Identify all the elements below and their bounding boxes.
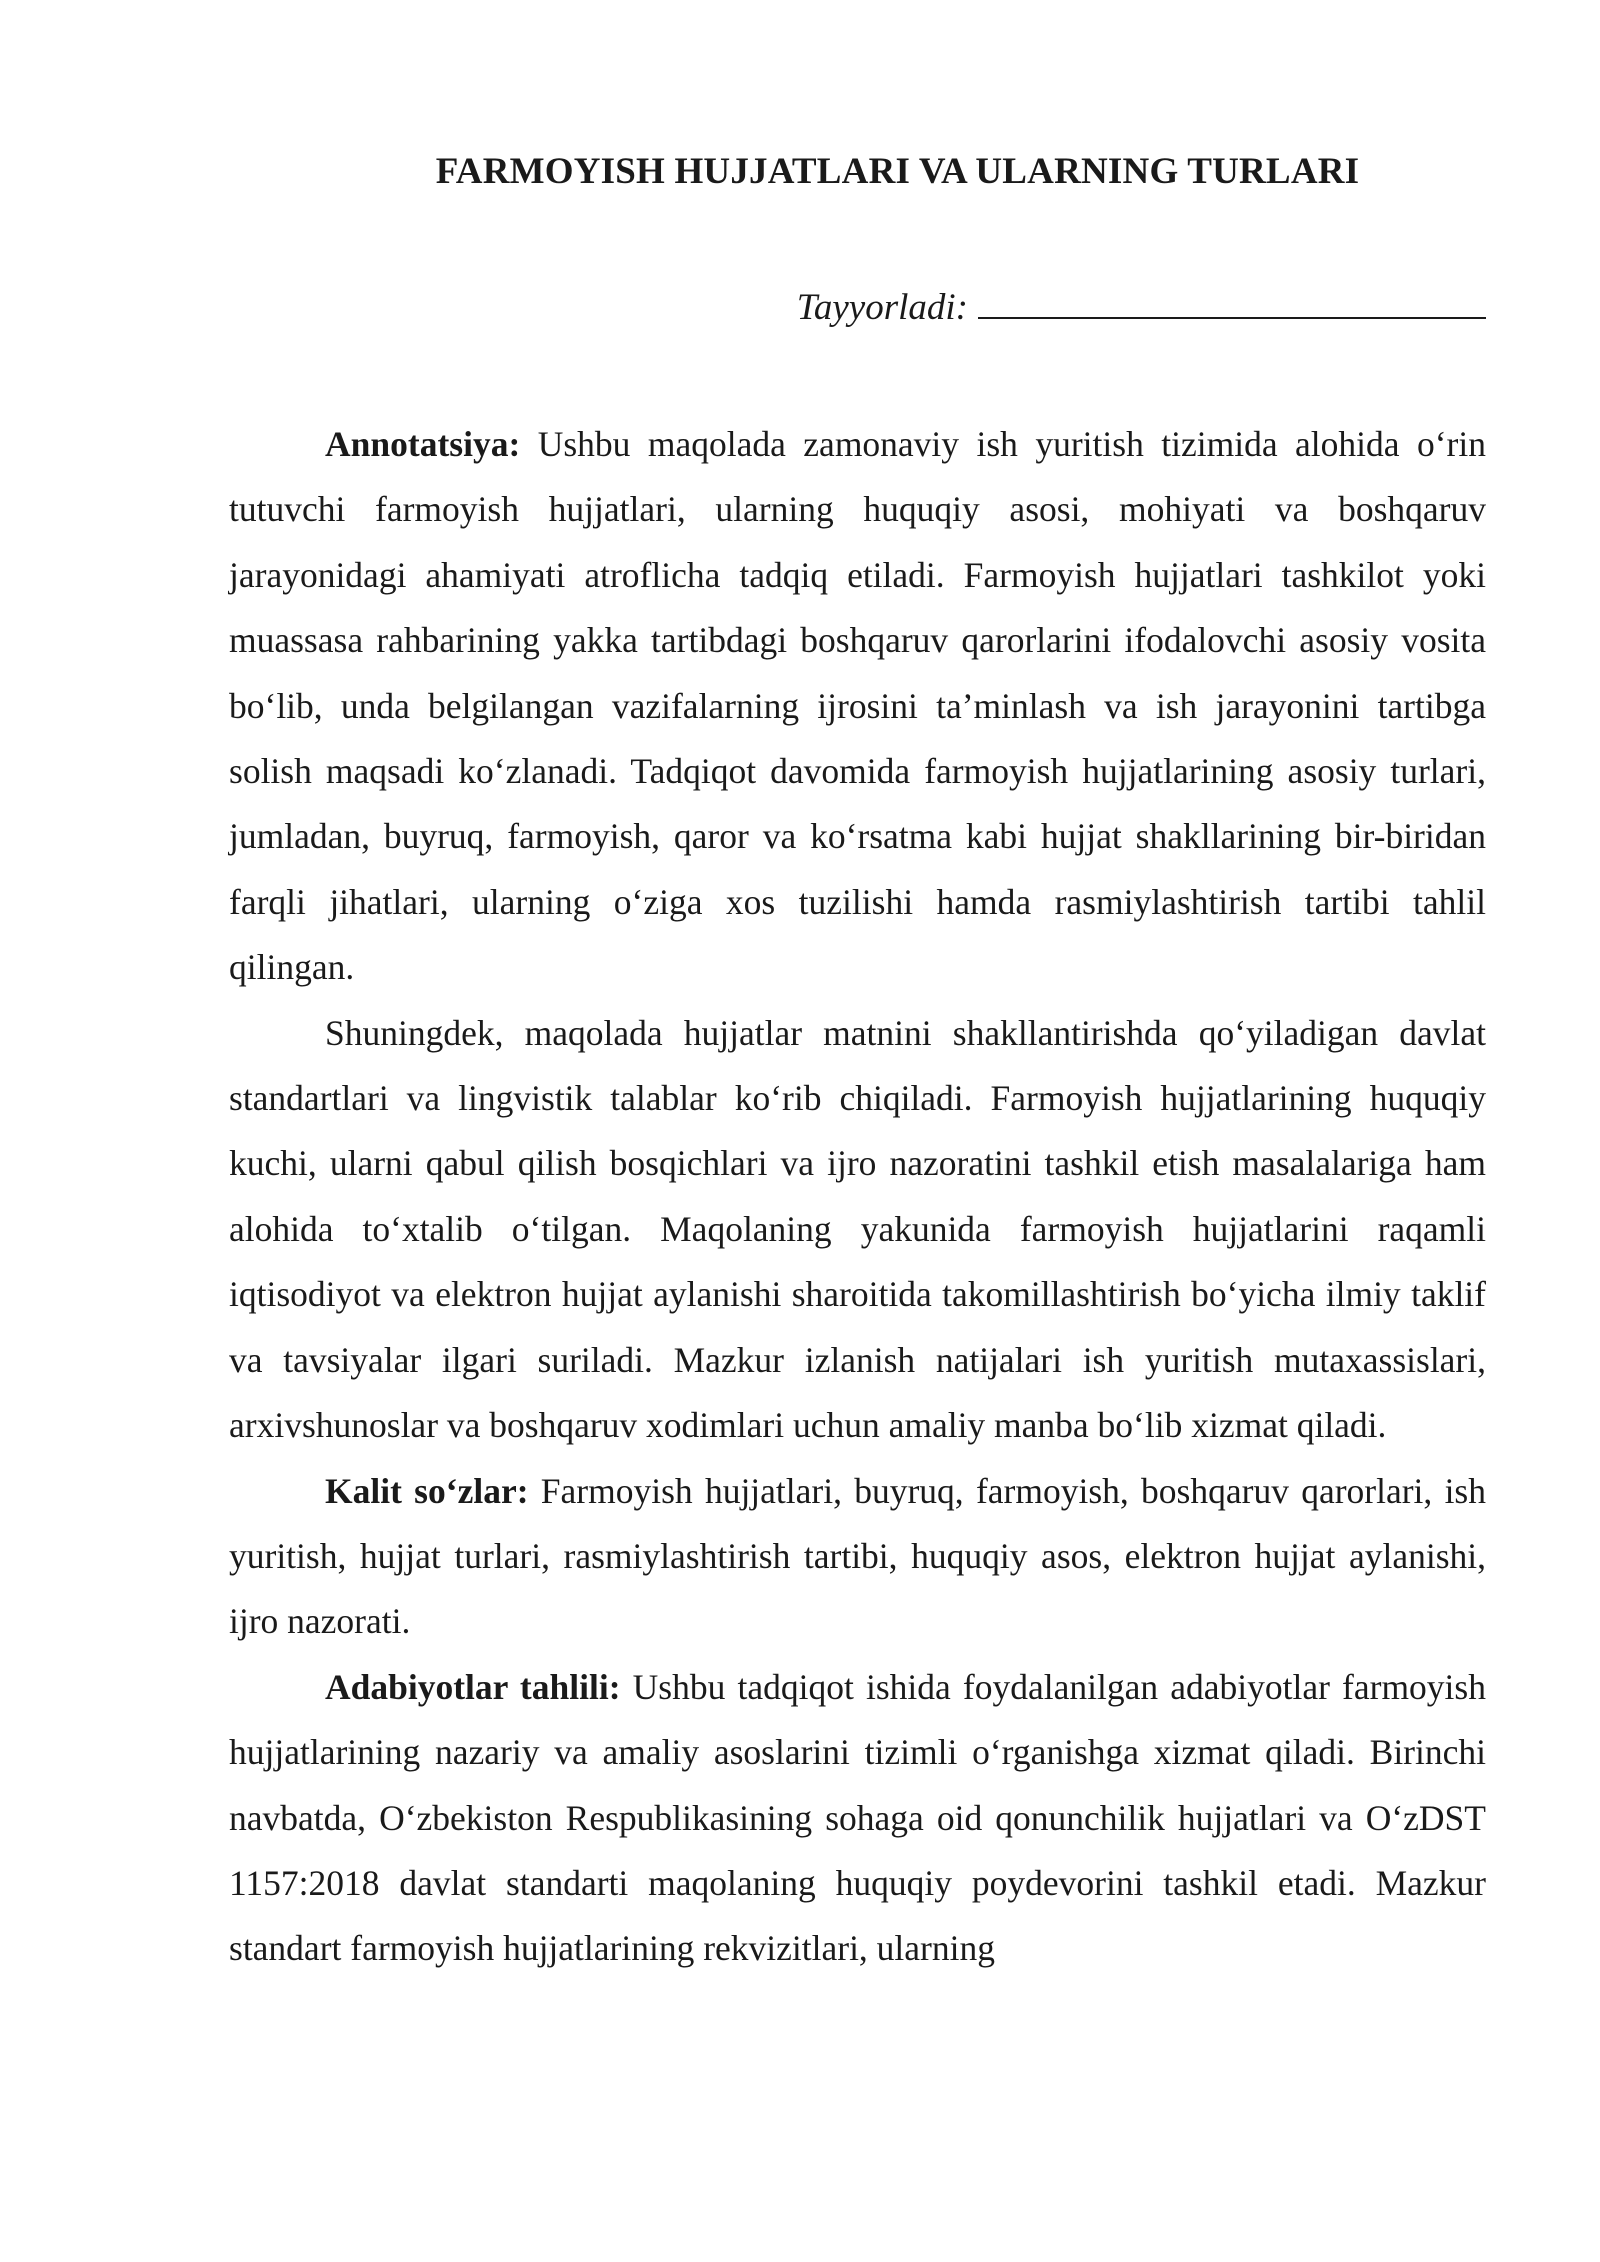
prepared-by-blank — [978, 287, 1486, 319]
paragraph-text: Ushbu maqolada zamonaviy ish yuritish tizimida alohida o‘rin tutuvchi farmoyish hujjatlari, ularning huquqiy asosi, mohiyati va boshqaruv jarayonidagi ahamiyati atroflicha tadqiq etiladi. Farmoyish hujjatlari tashkilot yoki muassasa rahbarining yakka tartibdagi boshqaruv qarorlarini ifodalovchi asosiy vosita bo‘lib, unda belgilangan vazifalarning ijrosini ta’minlash va ish jarayonini tartibga solish maqsadi ko‘zlanadi. Tadqiqot davomida farmoyish hujjatlarining asosiy turlari, jumladan, buyruq, farmoyish, qaror va ko‘rsatma kabi hujjat shakllarining bir-biridan farqli jihatlari, ularning o‘ziga xos tuzilishi hamda rasmiylashtirish tartibi tahlil qilingan. — [229, 424, 1486, 988]
paragraph-annotation — [229, 412, 1486, 1001]
paragraph-literature-review — [229, 1655, 1486, 1982]
paragraph-keywords — [229, 1459, 1486, 1655]
document-body — [229, 412, 1486, 1982]
prepared-by-label: Tayyorladi: — [796, 287, 968, 328]
paragraph-lead: Annotatsiya: — [325, 424, 521, 464]
paragraph-text: Farmoyish hujjatlari, buyruq, farmoyish, boshqaruv qarorlari, ish yuritish, hujjat turlari, rasmiylashtirish tartibi, huquqiy asos, elektron hujjat aylanishi, ijro nazorati. — [229, 1470, 1486, 1642]
paragraph-text: Ushbu tadqiqot ishida foydalanilgan adabiyotlar farmoyish hujjatlarining nazariy va amaliy asoslarini tizimli o‘rganishga xizmat qiladi. Birinchi navbatda, O‘zbekiston Respublikasining sohaga oid qonunchilik hujjatlari va O‘zDST 1157:2018 davlat standarti maqolaning huquqiy poydevorini tashkil etadi. Mazkur standart farmoyish hujjatlarining rekvizitlari, ularning — [229, 1666, 1486, 1969]
paragraph-lead: Adabiyotlar tahlili: — [325, 1666, 621, 1707]
paragraph-lead: Kalit so‘zlar: — [325, 1470, 529, 1511]
document-title: FARMOYISH HUJJATLARI VA ULARNING TURLARI — [435, 151, 1360, 192]
paragraph-annotation-continued — [229, 1001, 1486, 1459]
prepared-by-line — [797, 286, 1486, 329]
paragraph-text: Shuningdek, maqolada hujjatlar matnini shakllantirishda qo‘yiladigan davlat standartlari va lingvistik talablar ko‘rib chiqiladi. Farmoyish hujjatlarining huquqiy kuchi, ularni qabul qilish bosqichlari va ijro nazoratini tashkil etish masalalariga ham alohida to‘xtalib o‘tilgan. Maqolaning yakunida farmoyish hujjatlarini raqamli iqtisodiyot va elektron hujjat aylanishi sharoitida takomillashtirish bo‘yicha ilmiy taklif va tavsiyalar ilgari suriladi. Mazkur izlanish natijalari ish yuritish mutaxassislari, arxivshunoslar va boshqaruv xodimlari uchun amaliy manba bo‘lib xizmat qiladi. — [229, 1012, 1486, 1446]
